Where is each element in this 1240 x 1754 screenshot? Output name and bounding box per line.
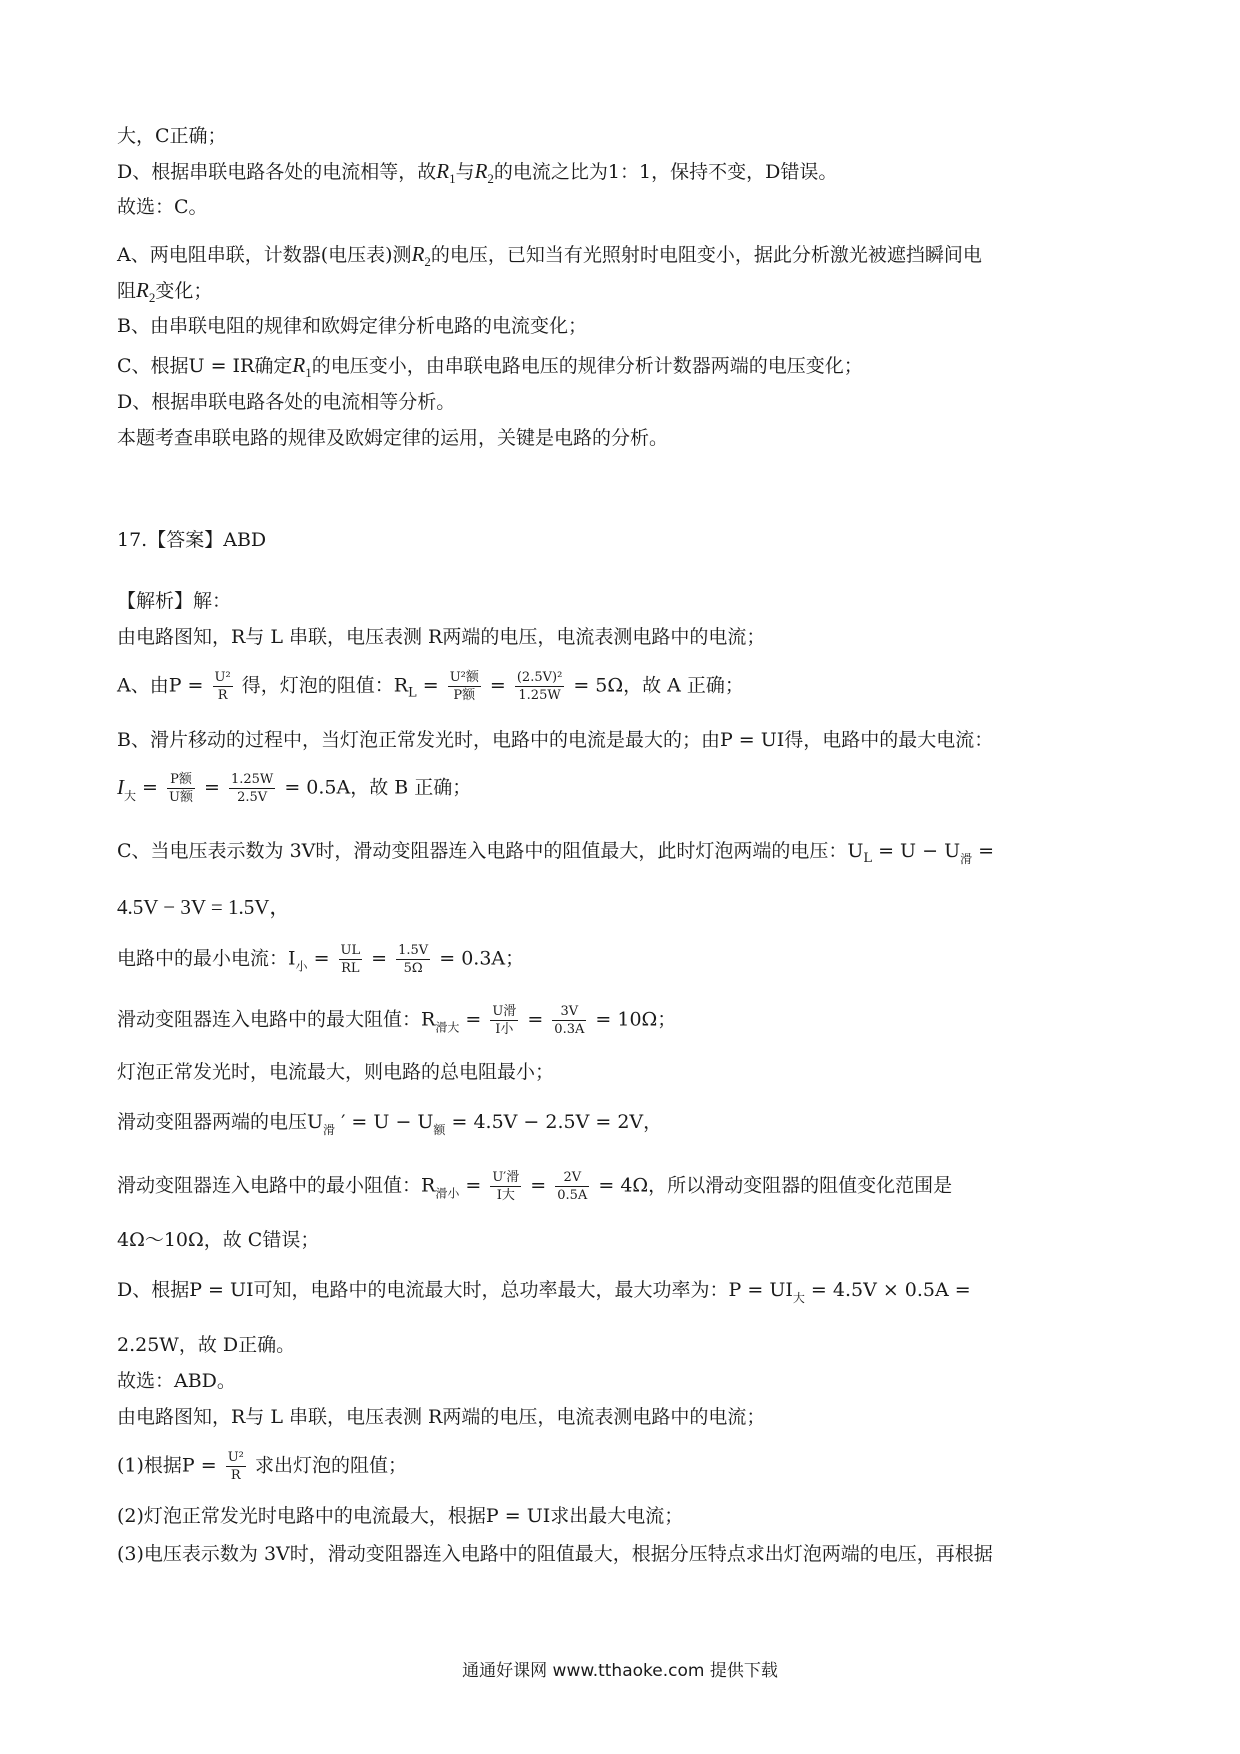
text: 由电路图知，R与 L 串联，电压表测 R两端的电压，电流表测电路中的电流； — [117, 1406, 766, 1428]
text: ′ = U − U — [341, 1111, 434, 1133]
page-footer: 通通好课网 www.tthaoke.com 提供下载 — [462, 1661, 778, 1681]
subscript: 滑 — [323, 1123, 336, 1137]
fraction: $\frac{\text{U′滑}}{\text{I大}}$ — [492, 1170, 520, 1203]
text-line — [117, 276, 212, 312]
fraction: $\frac{2V}{0.5A}$ — [557, 1170, 588, 1203]
text-line: A、由P = $\frac{\text{U²}}{R}$ 得，灯泡的阻值：$R_L$ = $\frac{\text{U²额}}{\text{P额}}$ = $\frac{\text{(2.5V)²}}{1.25W}$ = 5Ω，故 A 正确； — [117, 670, 744, 703]
text: = 4.5V − 2.5V = 2V， — [451, 1111, 663, 1133]
text: 17.【答案】ABD — [117, 529, 267, 551]
text: 求出灯泡的阻值； — [254, 1454, 407, 1477]
text: (1)根据P = — [117, 1454, 217, 1477]
fraction: $\frac{\text{U²}}{R}$ — [214, 670, 231, 703]
text: = 0.5A，故 B 正确； — [284, 776, 472, 799]
text: = 10Ω； — [595, 1008, 677, 1031]
text-line — [117, 1367, 236, 1395]
fraction: $\frac{\text{(2.5V)²}}{1.25W}$ — [516, 670, 563, 703]
text: D、根据串联电路各处的电流相等，故 — [117, 161, 437, 183]
text: 灯泡正常发光时，电流最大，则电路的总电阻最小； — [117, 1061, 555, 1083]
fraction: $\frac{\text{U滑}}{\text{I小}}$ — [492, 1004, 517, 1037]
subscript: 滑 — [960, 852, 973, 866]
text: C、根据U = IR确定 — [117, 355, 293, 377]
text: 的电压，已知当有光照射时电阻变小，据此分析激光被遮挡瞬间电 — [430, 244, 982, 266]
text-line — [117, 1058, 554, 1086]
text: 滑动变阻器连入电路中的最大阻值：R — [117, 1008, 436, 1031]
fraction: $\frac{\text{U²}}{R}$ — [227, 1450, 244, 1483]
analysis-heading — [117, 587, 231, 615]
math-r1: $R_1$ — [436, 159, 456, 186]
text: 阻 — [117, 280, 137, 302]
text-line — [117, 157, 837, 193]
text: 4Ω～10Ω，故 C错误； — [117, 1229, 320, 1251]
text: B、由串联电阻的规律和欧姆定律分析电路的电流变化； — [117, 315, 587, 337]
subscript: 大 — [792, 1291, 805, 1305]
fraction: $\frac{3V}{0.3A}$ — [554, 1004, 585, 1037]
text-line — [117, 1403, 765, 1431]
math-r2: $R_2$ — [136, 278, 156, 305]
subscript: 小 — [295, 959, 308, 974]
math-i: $I_大$ — [117, 774, 137, 803]
text: = 4Ω，所以滑动变阻器的阻值变化范围是 — [598, 1174, 953, 1197]
fraction: $\frac{\text{P额}}{\text{U额}}$ — [169, 772, 193, 805]
text-line: 滑动变阻器连入电路中的最大阻值：$R_{滑大}$ = $\frac{\text{U滑}}{\text{I小}}$ = $\frac{3V}{0.3A}$ = 10Ω； — [117, 1004, 677, 1037]
text: 得，灯泡的阻值：R — [241, 674, 409, 697]
text: = U − U — [878, 840, 961, 862]
text-line: C、当电压表示数为 3V时，滑动变阻器连入电路中的阻值最大，此时灯泡两端的电压：$U_L = U - U_滑$ = — [117, 840, 995, 866]
text: 【解析】解： — [117, 590, 232, 612]
text-line — [117, 1450, 407, 1483]
text-line — [117, 240, 982, 276]
text: A、由P = — [117, 674, 204, 697]
text: 的电流之比为1：1，保持不变，D错误。 — [493, 161, 838, 183]
text-line — [117, 351, 863, 387]
question-answer — [117, 526, 266, 554]
text-line: $I_大$ = $\frac{\text{P额}}{\text{U额}}$ = $\frac{1.25W}{2.5V}$ = 0.5A，故 B 正确； — [117, 772, 472, 805]
text: (3)电压表示数为 3V时，滑动变阻器连入电路中的阻值最大，根据分压特点求出灯泡两端的电压，再根据 — [117, 1543, 993, 1565]
text: 4.5V − 3V = 1.5V， — [117, 895, 291, 919]
text-line — [117, 1276, 971, 1312]
math-r2: $R_2$ — [474, 159, 494, 186]
text: 滑动变阻器两端的电压U — [117, 1111, 324, 1133]
text: D、根据P = UI可知，电路中的电流最大时，总功率最大，最大功率为：P = UI — [117, 1279, 793, 1301]
text-line — [117, 193, 208, 221]
fraction: $\frac{\text{U²额}}{\text{P额}}$ — [449, 670, 479, 703]
text: 大，C正确； — [117, 125, 227, 147]
text-line — [117, 312, 587, 340]
text: = 4.5V × 0.5A = — [810, 1279, 971, 1301]
text-line — [117, 726, 993, 754]
math-r2: $R_2$ — [411, 242, 431, 269]
text-line: 电路中的最小电流：$I_小$ = $\frac{UL}{RL}$ = $\frac{1.5V}{5\Omega}$ = 0.3A； — [117, 943, 525, 976]
text: 与 — [455, 161, 475, 183]
text: = 5Ω，故 A 正确； — [573, 674, 744, 697]
text: 变化； — [155, 280, 213, 302]
text: D、根据串联电路各处的电流相等分析。 — [117, 391, 456, 413]
text: B、滑片移动的过程中，当灯泡正常发光时，电路中的电流是最大的；由P = UI得，电路中的最大电流： — [117, 729, 994, 751]
text-line — [117, 1226, 319, 1254]
text-line — [117, 623, 765, 651]
subscript: L — [408, 685, 417, 701]
text: 故选：C。 — [117, 196, 208, 218]
text: 滑动变阻器连入电路中的最小阻值：R — [117, 1174, 436, 1197]
text: 本题考查串联电路的规律及欧姆定律的运用，关键是电路的分析。 — [117, 427, 669, 449]
text-line — [117, 424, 668, 452]
text-line: 滑动变阻器连入电路中的最小阻值：$R_{滑小}$ = $\frac{\text{U′滑}}{\text{I大}}$ = $\frac{2V}{0.5A}$ = 4Ω，所以滑动变阻器的阻值变化范围是 — [117, 1170, 953, 1203]
text: 电路中的最小电流：I — [117, 947, 296, 970]
text-line — [117, 893, 290, 922]
fraction: $\frac{UL}{RL}$ — [340, 943, 361, 976]
text-line — [117, 1502, 683, 1530]
text: 由电路图知，R与 L 串联，电压表测 R两端的电压，电流表测电路中的电流； — [117, 626, 766, 648]
subscript: 额 — [433, 1123, 446, 1137]
text: (2)灯泡正常发光时电路中的电流最大，根据P = UI求出最大电流； — [117, 1505, 684, 1527]
text-line — [117, 388, 455, 416]
fraction: $\frac{1.25W}{2.5V}$ — [230, 772, 274, 805]
fraction: $\frac{1.5V}{5\Omega}$ — [398, 943, 429, 976]
text-line — [117, 122, 227, 150]
text-line — [117, 1331, 295, 1359]
text: 故选：ABD。 — [117, 1370, 236, 1392]
subscript: 滑小 — [435, 1186, 460, 1201]
text: 的电压变小，由串联电路电压的规律分析计数器两端的电压变化； — [311, 355, 863, 377]
text-line — [117, 1108, 662, 1144]
text: A、两电阻串联，计数器(电压表)测 — [117, 244, 412, 266]
text: 2.25W，故 D正确。 — [117, 1334, 296, 1356]
subscript: 滑大 — [435, 1020, 460, 1035]
subscript: L — [863, 851, 873, 866]
text: = 0.3A； — [439, 947, 525, 970]
text-line — [117, 1540, 993, 1568]
text: C、当电压表示数为 3V时，滑动变阻器连入电路中的阻值最大，此时灯泡两端的电压：U — [117, 840, 864, 862]
math-r1: $R_1$ — [292, 353, 312, 380]
